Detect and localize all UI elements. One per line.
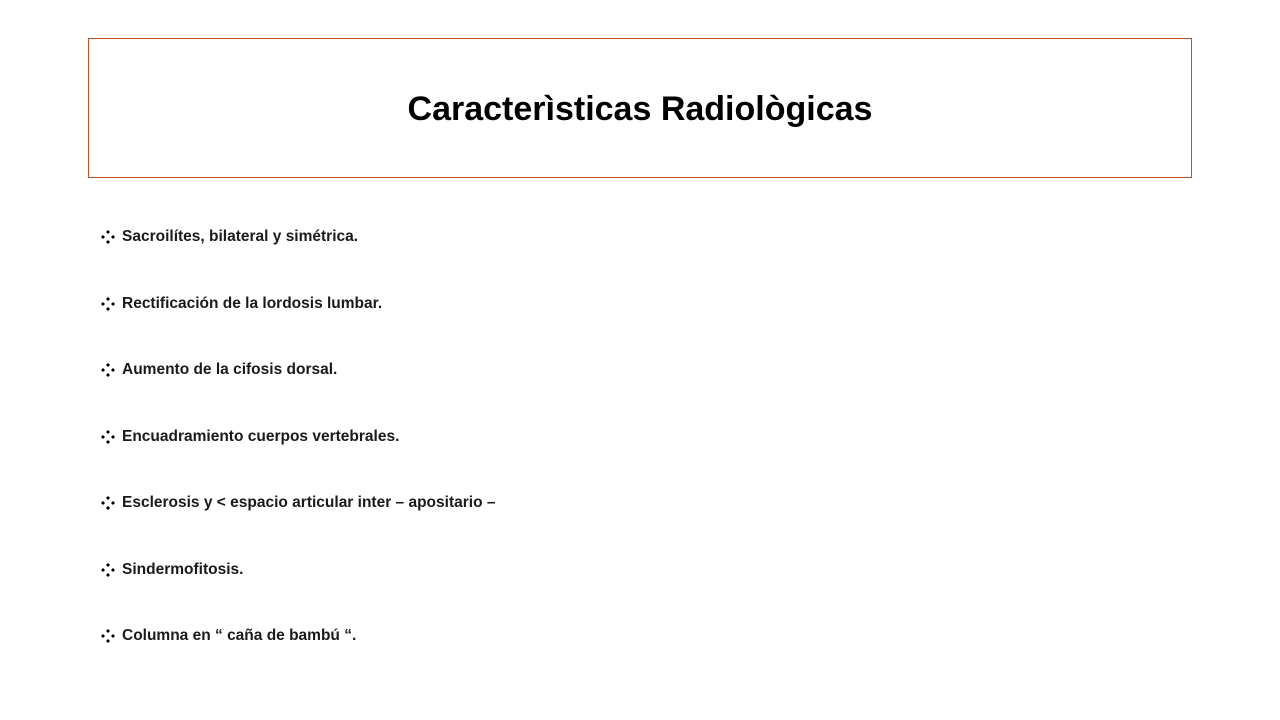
- title-box: [88, 38, 1192, 178]
- bullet-item: [101, 625, 495, 647]
- bullet-text: Rectificación de la lordosis lumbar.: [122, 294, 383, 312]
- four-diamond-bullet-icon: [101, 230, 115, 244]
- bullet-text: Esclerosis y < espacio articular inter – apositario –: [122, 494, 496, 511]
- four-diamond-bullet-icon: [101, 496, 115, 510]
- bullet-text: Sacroilítes, bilateral y simétrica.: [122, 228, 359, 245]
- bullet-item: [101, 559, 495, 581]
- bullet-item: [101, 293, 495, 315]
- bullet-item: [101, 492, 495, 514]
- four-diamond-bullet-icon: [101, 297, 115, 311]
- bullet-item: [101, 426, 495, 448]
- slide-title: Caracterìsticas Radiològicas: [407, 90, 873, 128]
- four-diamond-bullet-icon: [101, 629, 115, 643]
- bullet-text: Encuadramiento cuerpos vertebrales.: [122, 427, 400, 445]
- four-diamond-bullet-icon: [101, 563, 115, 577]
- bullet-text: Columna en “ caña de bambú “.: [122, 627, 357, 644]
- bullet-list: [101, 226, 495, 692]
- four-diamond-bullet-icon: [101, 363, 115, 377]
- bullet-item: [101, 226, 495, 248]
- bullet-item: [101, 359, 495, 381]
- bullet-text: Aumento de la cifosis dorsal.: [122, 361, 338, 378]
- bullet-text: Sindermofitosis.: [122, 560, 244, 578]
- four-diamond-bullet-icon: [101, 430, 115, 444]
